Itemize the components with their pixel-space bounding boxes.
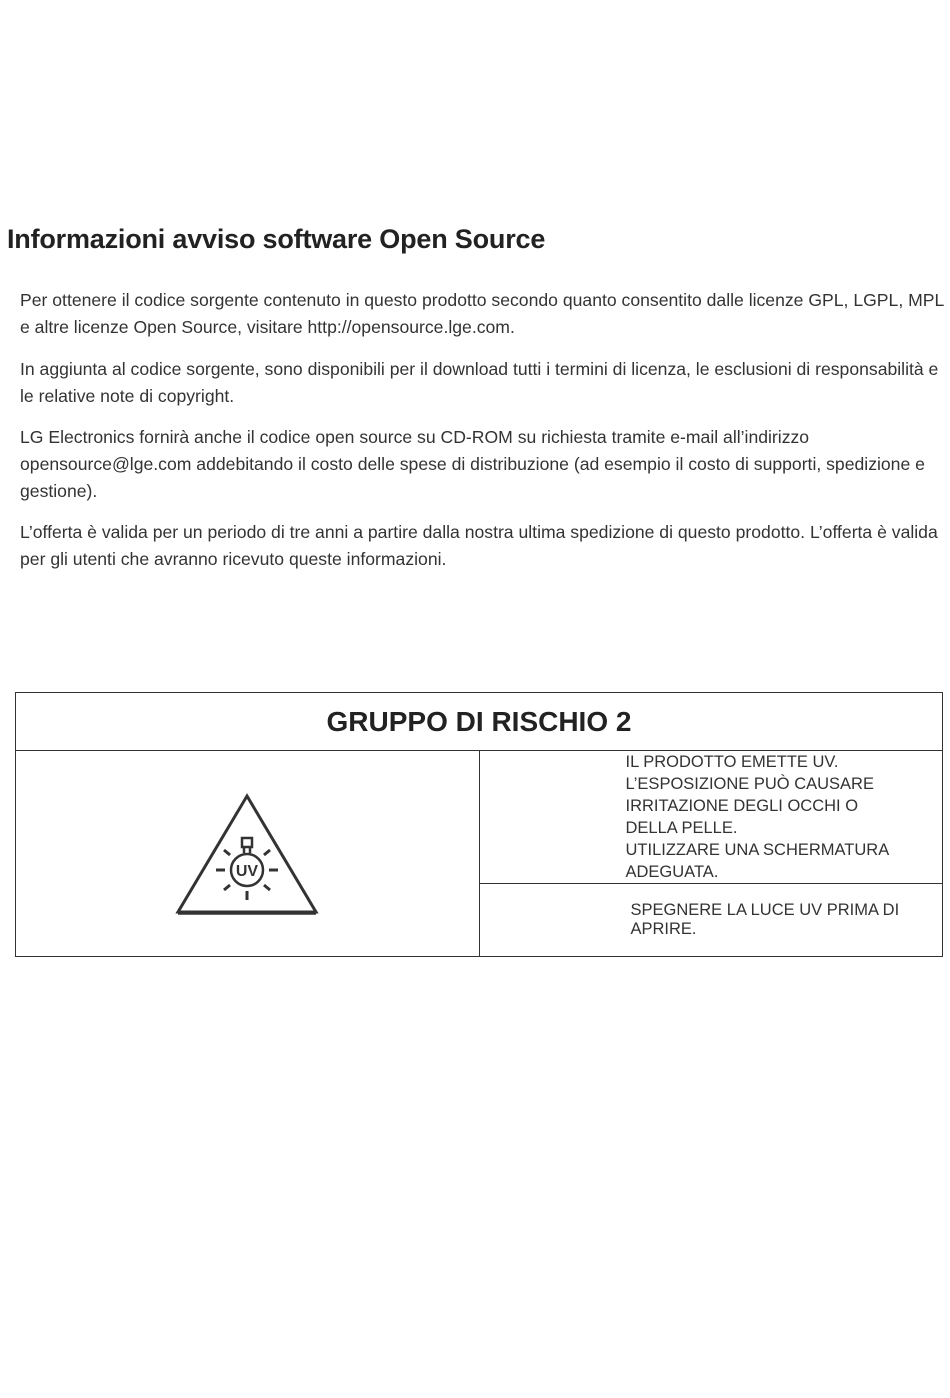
risk-group-table	[15, 692, 943, 957]
uv-warning-triangle-icon	[174, 790, 320, 918]
warning-line-shielding: UTILIZZARE UNA SCHERMATURA ADEGUATA.	[625, 841, 889, 881]
warning-line-exposure: L’ESPOSIZIONE PUÒ CAUSARE IRRITAZIONE DEGLI OCCHI O DELLA PELLE.	[625, 775, 874, 837]
uv-warning-cell	[479, 751, 943, 884]
uv-icon-cell	[16, 751, 480, 957]
paragraph-cd-rom-offer: LG Electronics fornirà anche il codice open source su CD-ROM su richiesta tramite e-mail all’indirizzo opensource@lge.com addebitando il costo delle spese di distribuzione (ad esempio il costo di supporti, spedizione e gestione).	[20, 427, 925, 501]
uv-off-note: SPEGNERE LA LUCE UV PRIMA DI APRIRE.	[630, 901, 900, 938]
warning-line-emits-uv: IL PRODOTTO EMETTE UV.	[625, 753, 839, 771]
risk-group-title: GRUPPO DI RISCHIO 2	[16, 693, 943, 751]
uv-note-cell	[479, 884, 943, 957]
paragraph-offer-validity: L’offerta è valida per un periodo di tre anni a partire dalla nostra ultima spedizione di questo prodotto. L’offerta è valida per gli utenti che avranno ricevuto queste informazioni.	[20, 522, 938, 569]
paragraph-source-code: Per ottenere il codice sorgente contenuto in questo prodotto secondo quanto consentito dalle licenze GPL, LGPL, MPL e altre licenze Open Source, visitare http://opensource.lge.com.	[20, 290, 944, 337]
paragraph-license-terms: In aggiunta al codice sorgente, sono disponibili per il download tutti i termini di licenza, le esclusioni di responsabilità e le relative note di copyright.	[20, 359, 939, 406]
page-title: Informazioni avviso software Open Source	[7, 224, 546, 254]
uv-icon-label: UV	[236, 862, 259, 880]
